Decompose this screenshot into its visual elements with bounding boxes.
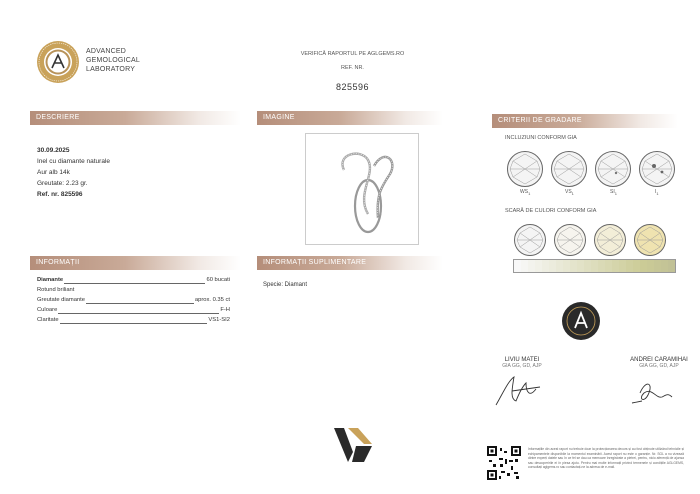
info-value: 60 bucati — [206, 277, 230, 283]
lab-name-line-3: LABORATORY — [86, 66, 136, 73]
info-value: F-H — [220, 307, 230, 313]
clarity-label-ws: WS — [520, 189, 529, 195]
clarity-title: INCLUZIUNI CONFORM GIA — [505, 135, 577, 141]
section-informatii: INFORMAȚII — [30, 256, 241, 270]
info-key: Rotund briliant — [37, 287, 75, 293]
clarity-label-si: SI — [610, 189, 615, 195]
ref-label: REF. NR. — [341, 65, 364, 71]
signature-1 — [490, 371, 550, 411]
signatory-title-2: GIA GG, GD, AJP — [639, 363, 679, 369]
clarity-diamond-si1 — [595, 151, 631, 187]
color-diamonds — [512, 224, 672, 258]
clarity-label-vs: VS — [565, 189, 572, 195]
clarity-sub-vs: 1 — [571, 191, 574, 196]
section-imagine: IMAGINE — [257, 111, 443, 125]
brand-logo — [334, 424, 372, 464]
clarity-sub-ws: 1 — [528, 191, 531, 196]
clarity-diamond-vs1 — [551, 151, 587, 187]
verify-report-text[interactable]: VERIFICĂ RAPORTUL PE AGLGEMS.RO — [300, 51, 405, 57]
info-row-clarity — [37, 315, 230, 325]
species-text: Specie: Diamant — [263, 282, 308, 288]
signatory-name-2: ANDREI CARAMIHAI — [630, 357, 688, 363]
lab-seal-logo — [36, 40, 80, 84]
agl-black-seal — [561, 301, 601, 341]
section-informatii-suplimentare: INFORMAȚII SUPLIMENTARE — [257, 256, 443, 270]
lab-name-line-1: ADVANCED — [86, 48, 126, 55]
info-key: Claritate — [37, 317, 59, 323]
color-diamond — [594, 224, 626, 256]
signature-block-1 — [482, 357, 562, 416]
color-diamond — [634, 224, 666, 256]
signatory-title-1: GIA GG, GD, AJP — [502, 363, 542, 369]
info-key: Culoare — [37, 307, 58, 313]
info-row-color — [37, 305, 230, 315]
color-scale-tick — [668, 260, 676, 272]
description-weight: Greutate: 2.23 gr. — [37, 180, 88, 187]
clarity-sub-i: 1 — [656, 191, 659, 196]
lab-name-line-2: GEMOLOGICAL — [86, 57, 140, 64]
info-row-diamonds — [37, 275, 230, 285]
signature-block-2 — [624, 357, 694, 416]
signature-2 — [628, 371, 688, 411]
description-date: 30.09.2025 — [37, 147, 70, 154]
clarity-sub-si: 1 — [614, 191, 617, 196]
clarity-diamond-ws1 — [507, 151, 543, 187]
ref-number: 825596 — [335, 82, 370, 92]
info-value: VS1-SI2 — [208, 317, 230, 323]
clarity-diagrams — [505, 151, 685, 206]
description-metal: Aur alb 14k — [37, 169, 70, 176]
section-criterii: CRITERII DE GRADARE — [492, 114, 678, 128]
clarity-label-i: I — [655, 189, 657, 195]
color-scale-bar — [513, 259, 676, 273]
lab-name — [86, 47, 140, 74]
qr-code[interactable] — [487, 446, 521, 480]
description-block — [37, 145, 110, 200]
info-key: Diamante — [37, 277, 64, 283]
section-descriere: DESCRIERE — [30, 111, 241, 125]
description-ref: Ref. nr. 825596 — [37, 191, 83, 198]
color-diamond — [554, 224, 586, 256]
info-row-cut — [37, 285, 230, 295]
info-key: Greutate diamante — [37, 297, 86, 303]
color-diamond — [514, 224, 546, 256]
description-item: Inel cu diamante naturale — [37, 158, 110, 165]
color-scale-title: SCARĂ DE CULORI CONFORM GIA — [505, 208, 597, 214]
info-value: aprox. 0.35 ct — [194, 297, 230, 303]
clarity-diamond-i1 — [639, 151, 675, 187]
ring-image — [305, 133, 419, 245]
info-row-weight — [37, 295, 230, 305]
signatory-name-1: LIVIU MATEI — [504, 357, 540, 363]
footer-disclaimer: Informațiile din acest raport nu trebuie doar la protecționarea decurs și au fost obținute utilizând tehnicile și echipamentele disponibile la momentul examinării. Acest raport nu este o garanție. Nr. SGL a nu vizează dintre experți datele sau în ce fel se dau ca memoare înregistrate a pietrei, pentru, nicio aferență de ajunsa sau descoperirile ei în piesa ajutu. Pentru mai multe informații privind termenele și condițiile AGLGEMS, consultați aglgems.ro sau contactați-ne la adresa de e-mail. — [528, 447, 684, 470]
